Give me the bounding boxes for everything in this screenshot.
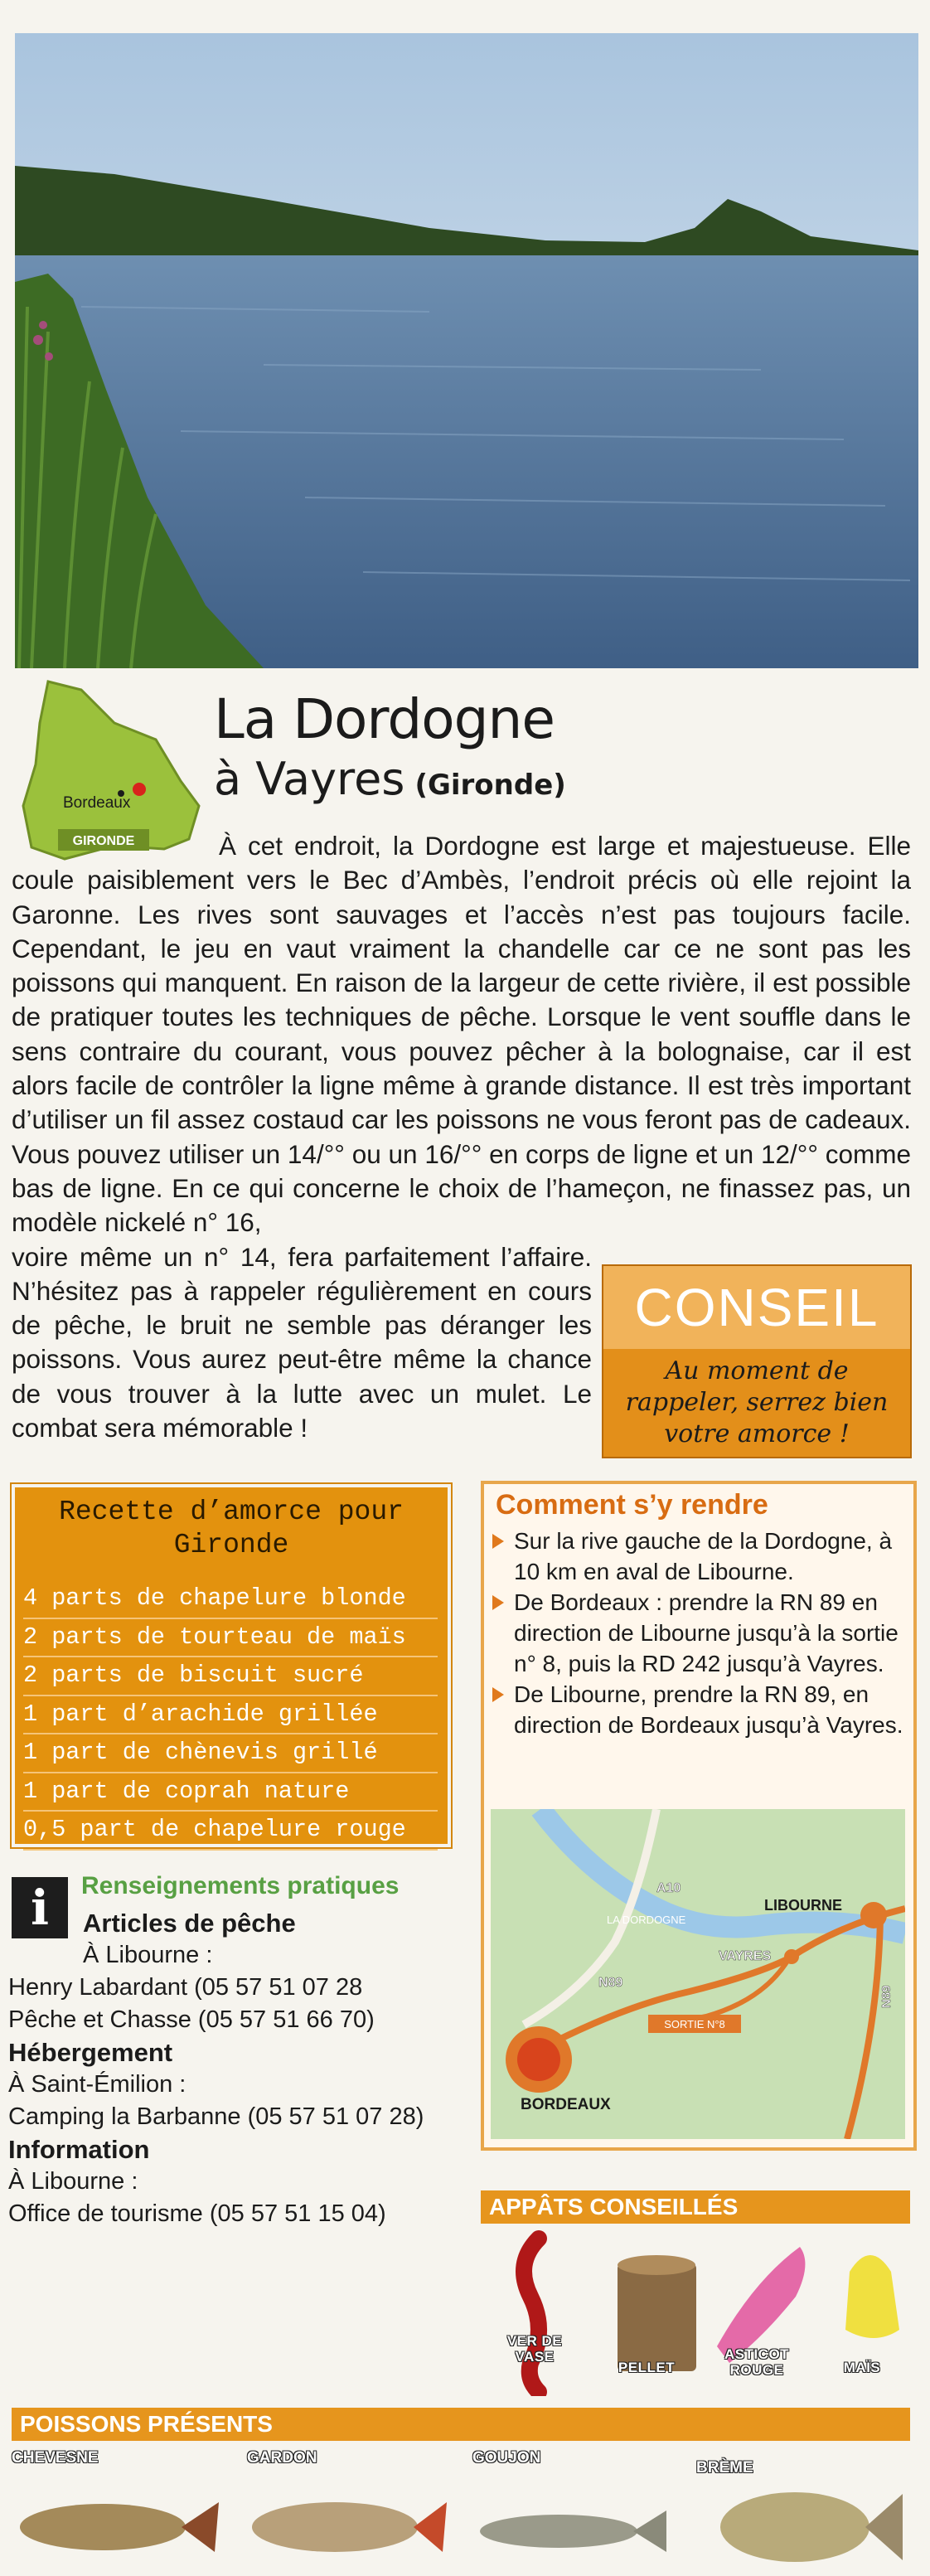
route-map (491, 1809, 905, 2139)
directions-text: De Bordeaux : prendre la RN 89 en direction de Libourne jusqu’à la sortie n° 8, puis la RD 242 jusqu’à Vayres. (514, 1589, 899, 1676)
baits-heading: APPÂTS CONSEILLÉS (481, 2190, 910, 2224)
directions-item (492, 1587, 907, 1679)
recipe-item: 1 part d’arachide grillée (23, 1696, 438, 1735)
info-category: Information (8, 2135, 150, 2164)
pellet-icon (618, 2263, 696, 2371)
bait-label: PELLET (618, 2360, 676, 2375)
directions-title: Comment s’y rendre (496, 1489, 768, 1521)
bream-icon (720, 2492, 903, 2562)
info-place: À Libourne : (8, 2168, 138, 2195)
subtitle-department: (Gironde) (414, 769, 566, 802)
fish-label: BRÈME (696, 2459, 753, 2477)
directions-text: Sur la rive gauche de la Dordogne, à 10 km en aval de Libourne. (514, 1528, 893, 1584)
map-label-libourne: LIBOURNE (764, 1897, 842, 1914)
info-line: Pêche et Chasse (05 57 51 66 70) (8, 2006, 375, 2033)
info-title: Renseignements pratiques (81, 1872, 400, 1899)
recipe-item: 4 parts de chapelure blonde (23, 1580, 438, 1619)
roach-icon (252, 2502, 447, 2552)
article-paragraph-continued: voire même un n° 14, fera parfaitement l’affaire. N’hésitez pas à rappeler régulièrement en cours de pêche, le bruit ne semble pas déranger les poissons. Vous aurez peut-être même la chance de vous trouver à la lutte avec un mulet. Le combat sera mémorable ! (12, 1241, 592, 1443)
maggot-icon (717, 2247, 805, 2363)
directions-text: De Libourne, prendre la RN 89, en direction de Bordeaux jusqu’à Vayres. (514, 1681, 903, 1738)
map-label-exit: SORTIE N°8 (664, 2018, 725, 2030)
gudgeon-icon (480, 2511, 666, 2552)
badge-region: GIRONDE (72, 834, 135, 848)
map-label-n89-east: N89 (879, 1985, 894, 2008)
info-category: Articles de pêche (83, 1909, 296, 1938)
recipe-item: 0,5 part de chapelure rouge (23, 1812, 438, 1851)
recipe-item: 1 part de coprah nature (23, 1773, 438, 1812)
subtitle-place: à Vayres (214, 753, 405, 805)
recipe-title: Recette d’amorce pour Gironde (59, 1497, 404, 1560)
bait-label: ASTICOT ROUGE (724, 2346, 790, 2378)
fish-label: CHEVESNE (12, 2449, 99, 2467)
bait-recipe-box (12, 1484, 451, 1847)
tip-heading: CONSEIL (603, 1266, 910, 1349)
badge-city: Bordeaux (63, 794, 131, 812)
article-paragraph: À cet endroit, la Dordogne est large et majestueuse. Elle coule paisiblement vers le Bec d’Ambès, l’endroit précis où elle rejoint la Garonne. Les rives sont sauvages et l’accès n’est pas toujours facile. Cependant, le jeu en vaut vraiment la chandelle car ce ne sont pas les poissons qui manquent. En raison de la largeur de cette rivière, il est possible de pratiquer toutes les techniques de pêche. Lorsque le vent souffle dans le sens contraire du courant, vous pouvez pêcher à la bolognaise, car il est alors facile de contrôler la ligne même à grande distance. Il est très important d’utiliser un fil assez costaud car les poissons ne vous feront pas de cadeaux. Vous pouvez utiliser un 14/°° ou un 16/°° en corps de ligne et un 12/°° comme bas de ligne. En ce qui concerne le choix de l’hameçon, ne finassez pas, un modèle nickelé n° 16, (12, 831, 911, 1238)
map-label-a10: A10 (656, 1881, 681, 1895)
info-line: Camping la Barbanne (05 57 51 07 28) (8, 2103, 424, 2130)
recipe-list (23, 1580, 438, 1851)
corn-icon (845, 2255, 899, 2338)
recipe-item: 2 parts de biscuit sucré (23, 1657, 438, 1696)
chub-icon (20, 2502, 219, 2552)
city-marker (133, 783, 146, 796)
fish-gallery (12, 2444, 910, 2576)
tip-box (602, 1264, 912, 1458)
bullet-icon (492, 1595, 504, 1610)
bait-label: MAÏS (843, 2360, 881, 2375)
info-place: À Saint-Émilion : (8, 2071, 186, 2098)
river-photo (15, 33, 918, 668)
info-line: Office de tourisme (05 57 51 15 04) (8, 2200, 386, 2227)
bullet-icon (492, 1687, 504, 1702)
map-label-n89: N89 (598, 1976, 623, 1990)
fish-label: GARDON (247, 2449, 317, 2467)
info-place: À Libourne : (83, 1942, 213, 1968)
info-icon: i (12, 1877, 68, 1938)
baits-gallery (481, 2230, 910, 2396)
fish-heading: POISSONS PRÉSENTS (12, 2408, 910, 2441)
page-subtitle (214, 754, 566, 810)
directions-box (481, 1481, 917, 2151)
map-label-vayres: VAYRES (719, 1949, 772, 1963)
fish-label: GOUJON (472, 2449, 541, 2467)
map-label-river: LA DORDOGNE (607, 1914, 686, 1926)
directions-item (492, 1526, 907, 1587)
recipe-item: 1 part de chènevis grillé (23, 1734, 438, 1773)
tip-text: Au moment de rappeler, serrez bien votre amorce ! (625, 1356, 889, 1448)
worm-icon (524, 2239, 539, 2392)
recipe-item: 2 parts de tourteau de maïs (23, 1619, 438, 1658)
bait-label: VER DE VASE (506, 2333, 563, 2365)
directions-item (492, 1679, 907, 1740)
practical-info (8, 1907, 472, 2230)
map-label-bordeaux: BORDEAUX (521, 2096, 611, 2113)
directions-list (492, 1526, 907, 1740)
info-category: Hébergement (8, 2038, 173, 2067)
page-title: La Dordogne (214, 687, 555, 751)
info-line: Henry Labardant (05 57 51 07 28 (8, 1974, 363, 2001)
bullet-icon (492, 1534, 504, 1549)
